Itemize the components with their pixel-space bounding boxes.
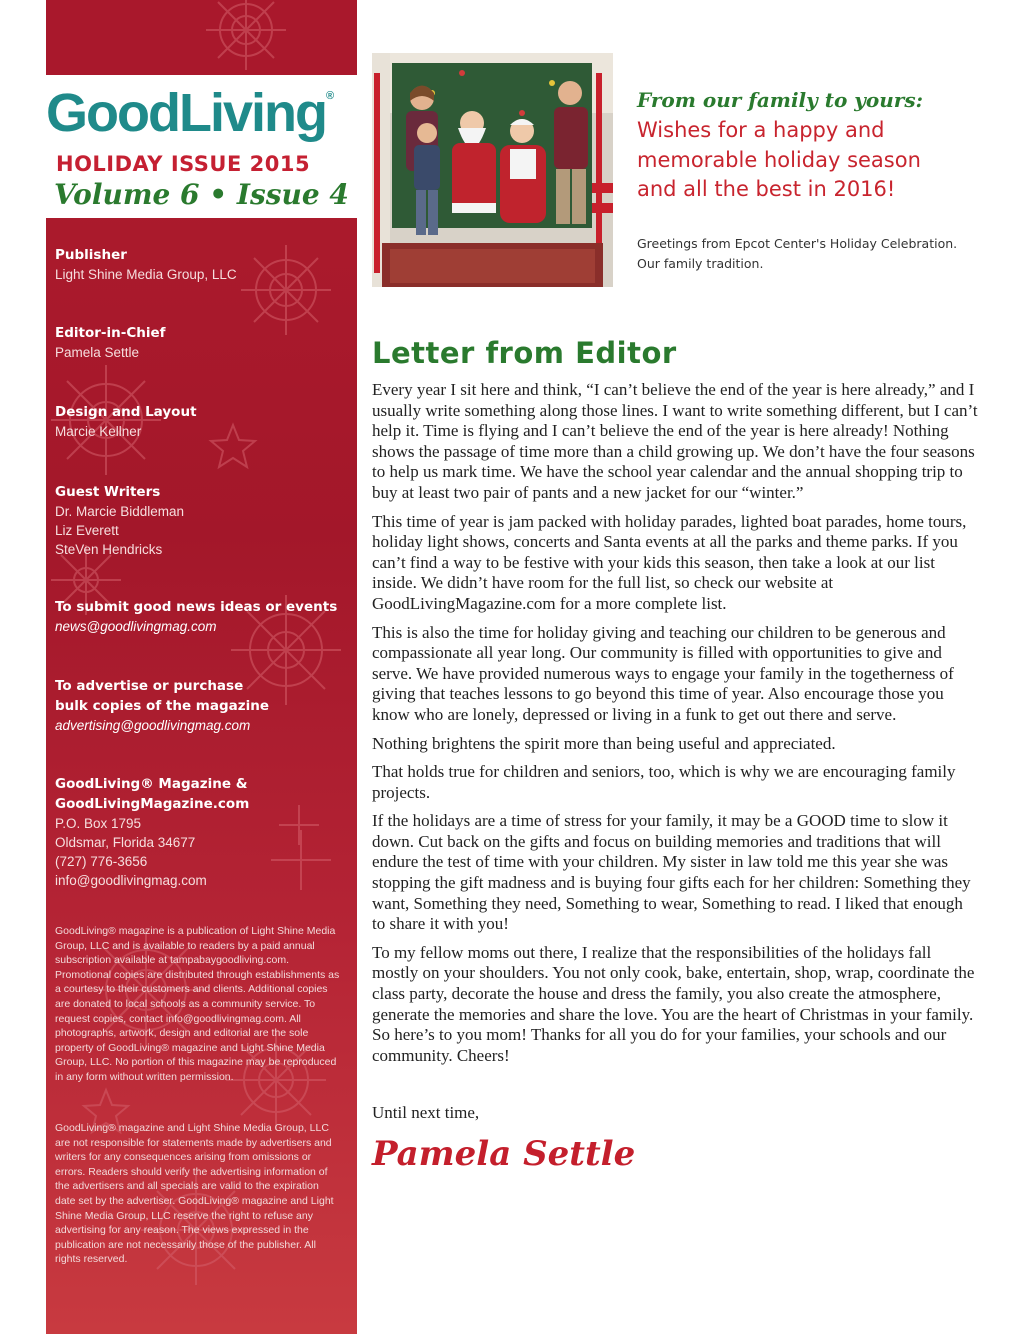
- letter-body: [372, 380, 978, 1074]
- advertise-block: To advertise or purchase bulk copies of the magazine advertising@goodlivingmag.com: [55, 678, 270, 733]
- publisher-block: Publisher Light Shine Media Group, LLC: [55, 247, 237, 282]
- sidebar-top-band: [46, 0, 357, 75]
- issue-label: HOLIDAY ISSUE 2015: [56, 152, 311, 176]
- contact-block: GoodLiving® Magazine & GoodLivingMagazine.com P.O. Box 1795 Oldsmar, Florida 34677 (727) 776-3656 info@goodlivingmag.com: [55, 776, 250, 888]
- photo-illustration-icon: [372, 53, 613, 287]
- letter-title: Letter from Editor: [372, 336, 677, 370]
- design-block: Design and Layout Marcie Kellner: [55, 404, 197, 439]
- volume-label: Volume 6 • Issue 4: [54, 178, 349, 211]
- photo-caption: Greetings from Epcot Center's Holiday Celebration. Our family tradition.: [637, 236, 958, 271]
- letter-paragraph: To my fellow moms out there, I realize that the responsibilities of the holidays fall mostly on your shoulders. You not only cook, bake, entertain, shop, wrap, coordinate the class party, decorate the house and dress the family, you also create the atmosphere, generate the memories and share the love. You are the heart of Christmas in your family. So here’s to you mom! Thanks for all you do for your families, your schools and our community. Cheers!: [372, 942, 975, 1065]
- letter-paragraph: If the holidays are a time of stress for your family, it may be a GOOD time to slow it down. Cut back on the gifts and focus on building memories and traditions that will endure the test of time with your children. My sister in law told me this year she was stopping the gift madness and is buying four gifts each for her children: Something they want, Something they need, Something to wear, Something to read. I liked that enough to share it with you!: [372, 811, 971, 934]
- letter-paragraph: This time of year is jam packed with holiday parades, lighted boat parades, home tours, holiday light shows, concerts and Santa events at all the parks and theme parks. If you can’t find a way to be festive with your kids this season, then take a look at our list inside. We didn’t have room for the full list, so check our website at GoodLivingMagazine.com for a more complete list.: [372, 511, 967, 613]
- submit-block: To submit good news ideas or events news@goodlivingmag.com: [55, 599, 338, 634]
- goodliving-logo: GoodLiving®: [46, 83, 335, 143]
- letter-paragraph: This is also the time for holiday giving and teaching our children to be generous and compassionate all year long. Our community is filled with opportunities to give and serve. We have provided numerous ways to engage your family in the togetherness of giving that teaches lessons to go beyond this time of year. Also encourage those you know who are lonely, depressed or living in a funk to get out there and serve.: [372, 622, 954, 724]
- family-santa-photo: [372, 53, 613, 287]
- writers-block: Guest Writers Dr. Marcie Biddleman Liz Everett SteVen Hendricks: [55, 484, 185, 557]
- editor-block: Editor-in-Chief Pamela Settle: [55, 325, 166, 360]
- editor-signature: Pamela Settle: [372, 1134, 636, 1174]
- advertise-email-link[interactable]: advertising@goodlivingmag.com: [55, 718, 251, 733]
- disclaimer-notice: GoodLiving® magazine and Light Shine Media Group, LLC are not responsible for statements made by advertisers and writers for any consequences arising from omissions or errors. Readers should verify the advertising information of the advertisers and all specials are valid to the expiration date set by the advertiser. GoodLiving® magazine and Light Shine Media Group, LLC reserve the right to refuse any advertising for any reason. The views expressed in the publication are not necessarily those of the publisher. All rights reserved.: [55, 1122, 334, 1266]
- writer-name: Liz Everett: [55, 523, 119, 538]
- writer-name: Dr. Marcie Biddleman: [55, 504, 185, 519]
- letter-paragraph: Nothing brightens the spirit more than being useful and appreciated.: [372, 733, 836, 753]
- contact-email-link[interactable]: info@goodlivingmag.com: [55, 873, 207, 888]
- letter-paragraph: Every year I sit here and think, “I can’t believe the end of the year is here already,” and I usually write something along those lines. I want to write something different, but I can’t help it. Time is flying and I can’t believe the end of the year is here already! Nothing shows the passage of time more than a child growing up. We don’t have the four seasons to help us mark time. We have the school year calendar and the annual shopping trip to buy at least two pair of pants and a new jacket for our “winter.”: [372, 380, 978, 502]
- writer-name: SteVen Hendricks: [55, 542, 163, 557]
- family-greeting-title: From our family to yours:: [637, 88, 923, 112]
- publication-notice: GoodLiving® magazine is a publication of Light Shine Media Group, LLC and is available to readers by a paid annual subscription available at tampabaygoodliving.com. Promotional copies are distributed through establishments as a courtesy to their customers and clients. Additional copies are donated to local schools as a community service. To request copies, contact info@goodlivingmag.com. All photographs, artwork, design and editorial are the sole property of GoodLiving® magazine and Light Shine Media Group, LLC. No portion of this magazine may be reproduced in any form without written permission.: [55, 925, 340, 1083]
- letter-paragraph: That holds true for children and seniors, too, which is why we are encouraging family projects.: [372, 762, 956, 802]
- letter-signoff: Until next time,: [372, 1103, 480, 1122]
- family-greeting-wish: Wishes for a happy and memorable holiday season and all the best in 2016!: [637, 118, 921, 201]
- submit-email-link[interactable]: news@goodlivingmag.com: [55, 619, 217, 634]
- masthead-sidebar: [46, 0, 357, 1334]
